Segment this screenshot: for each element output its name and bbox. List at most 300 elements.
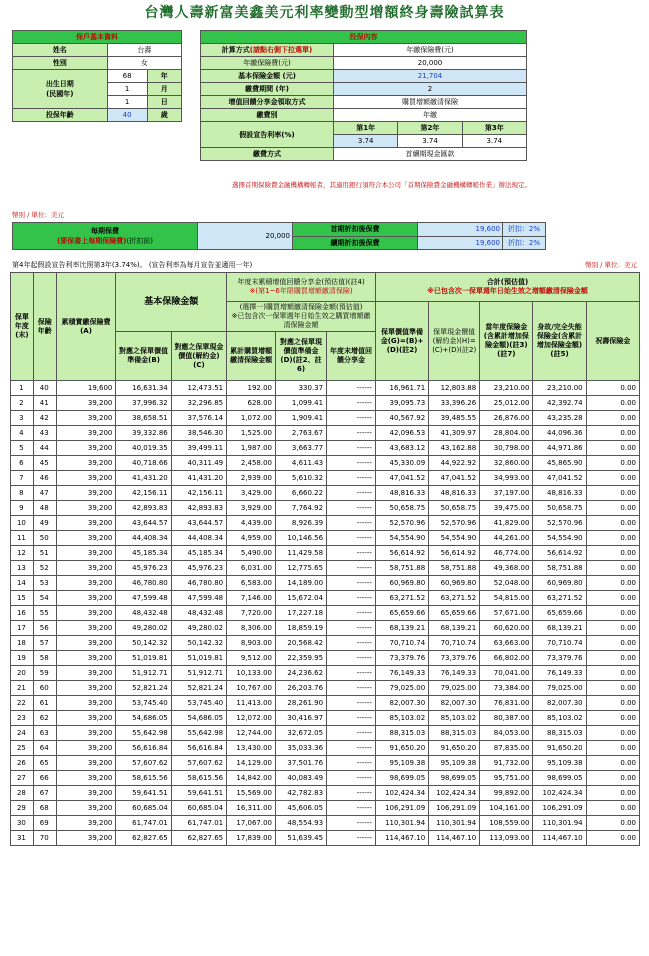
cell-maturity-k: 0.00 [586,651,639,666]
table-row [11,411,640,426]
premium-label: 每期保費 [91,227,119,235]
cell-bonus-amount-d: 10,133.00 [227,666,276,681]
cell-bonus-year-end-f: ------ [327,591,376,606]
cell-cash-value-c: 39,499.11 [171,441,226,456]
birth-day-unit: 日 [147,96,181,109]
cell-death-benefit-j: 23,210.00 [533,381,586,396]
table-row [11,606,640,621]
plan-info-table [200,30,527,161]
table-row [11,696,640,711]
cell-bonus-amount-d: 5,490.00 [227,546,276,561]
cell-bonus-year-end-f: ------ [327,666,376,681]
cell-maturity-k: 0.00 [586,696,639,711]
col-policy-year: 保單年度(末) [11,273,34,381]
cell-bonus-year-end-f: ------ [327,381,376,396]
cell-total-reserve-g: 65,659.66 [375,606,428,621]
cell-death-benefit-j: 43,235.28 [533,411,586,426]
cell-total-cash-h: 91,650.20 [429,741,480,756]
cell-policy-year: 27 [11,771,34,786]
cell-cum-premium: 39,200 [56,636,116,651]
pay-method-label: 繳費方式 [201,148,334,161]
bank-note: 選擇首期保險費金融機構轉帳者，其適用銀行須符合本公司「首期保險費金融機構轉帳作業」辦法規定。 [232,181,531,189]
cell-cum-premium: 39,200 [56,801,116,816]
cell-age: 68 [33,801,56,816]
cell-age: 66 [33,771,56,786]
gender-field[interactable]: 女 [107,57,181,70]
cell-annual-benefit-i: 25,012.00 [480,396,533,411]
renew-premium-discount: 折扣：2% [503,236,546,250]
cell-reserve-b: 61,747.01 [116,816,171,831]
cell-maturity-k: 0.00 [586,801,639,816]
cell-total-reserve-g: 52,570.96 [375,516,428,531]
cell-bonus-year-end-f: ------ [327,576,376,591]
cell-cash-value-c: 32,296.85 [171,396,226,411]
cell-reserve-b: 16,631.34 [116,381,171,396]
cell-bonus-year-end-f: ------ [327,831,376,846]
cell-bonus-reserve-e: 11,429.58 [276,546,327,561]
cell-total-reserve-g: 39,095.73 [375,396,428,411]
cell-total-cash-h: 60,969.80 [429,576,480,591]
cell-annual-benefit-i: 63,663.00 [480,636,533,651]
cell-bonus-amount-d: 17,067.00 [227,816,276,831]
cell-maturity-k: 0.00 [586,741,639,756]
cell-reserve-b: 40,019.35 [116,441,171,456]
cell-bonus-amount-d: 3,429.00 [227,486,276,501]
cell-bonus-amount-d: 1,072.00 [227,411,276,426]
cell-age: 56 [33,621,56,636]
cell-cash-value-c: 47,599.48 [171,591,226,606]
cell-total-reserve-g: 63,271.52 [375,591,428,606]
cell-annual-benefit-i: 73,384.00 [480,681,533,696]
cell-cum-premium: 39,200 [56,546,116,561]
cell-bonus-reserve-e: 32,672.05 [276,726,327,741]
cell-maturity-k: 0.00 [586,531,639,546]
cell-cash-value-c: 50,142.32 [171,636,226,651]
cell-reserve-b: 55,642.98 [116,726,171,741]
cell-total-reserve-g: 91,650.20 [375,741,428,756]
cell-bonus-amount-d: 4,959.00 [227,531,276,546]
cell-cash-value-c: 62,827.65 [171,831,226,846]
cell-maturity-k: 0.00 [586,831,639,846]
cell-bonus-amount-d: 8,903.00 [227,636,276,651]
total-group-note: ※已包含次一保單週年日始生效之增額繳清保險金額 [427,287,588,295]
cell-annual-benefit-i: 26,876.00 [480,411,533,426]
cell-annual-benefit-i: 49,368.00 [480,561,533,576]
premium-value: 20,000 [198,223,293,250]
cell-total-cash-h: 50,658.75 [429,501,480,516]
cell-cum-premium: 39,200 [56,456,116,471]
cell-cum-premium: 39,200 [56,471,116,486]
renew-premium-label: 續期折扣後保費 [293,236,418,250]
cell-total-cash-h: 85,103.02 [429,711,480,726]
cell-total-reserve-g: 40,567.92 [375,411,428,426]
table-row [11,786,640,801]
cell-bonus-reserve-e: 6,660.22 [276,486,327,501]
table-row [11,771,640,786]
renew-premium-value: 19,600 [418,236,503,250]
cell-annual-benefit-i: 23,210.00 [480,381,533,396]
cell-death-benefit-j: 63,271.52 [533,591,586,606]
cell-cash-value-c: 37,576.14 [171,411,226,426]
cell-total-reserve-g: 43,683.12 [375,441,428,456]
cell-reserve-b: 50,142.32 [116,636,171,651]
cell-policy-year: 31 [11,831,34,846]
birth-day-field[interactable]: 1 [107,96,147,109]
cell-bonus-reserve-e: 30,416.97 [276,711,327,726]
cell-age: 51 [33,546,56,561]
cell-total-cash-h: 33,396.26 [429,396,480,411]
cell-death-benefit-j: 50,658.75 [533,501,586,516]
cell-bonus-amount-d: 7,720.00 [227,606,276,621]
col-total-i: 當年度保險金(含累計增加保險金額)(註3)(註7) [480,302,533,381]
cell-bonus-year-end-f: ------ [327,411,376,426]
cell-cash-value-c: 53,745.40 [171,696,226,711]
col-bonus-group [227,273,376,302]
illustration-body [11,381,640,846]
cell-cash-value-c: 59,641.51 [171,786,226,801]
cell-policy-year: 1 [11,381,34,396]
cell-cum-premium: 39,200 [56,426,116,441]
cell-bonus-reserve-e: 12,775.65 [276,561,327,576]
cell-total-reserve-g: 98,699.05 [375,771,428,786]
cell-total-reserve-g: 45,330.09 [375,456,428,471]
table-row [11,486,640,501]
cell-bonus-reserve-e: 48,554.93 [276,816,327,831]
currency-note-2: 幣別 / 單位：美元 [585,261,637,269]
cell-total-cash-h: 48,816.33 [429,486,480,501]
cell-reserve-b: 44,408.34 [116,531,171,546]
cell-bonus-reserve-e: 18,859.19 [276,621,327,636]
cell-maturity-k: 0.00 [586,621,639,636]
cell-policy-year: 9 [11,501,34,516]
cell-policy-year: 10 [11,516,34,531]
cell-maturity-k: 0.00 [586,816,639,831]
cell-annual-benefit-i: 104,161.00 [480,801,533,816]
cell-annual-benefit-i: 57,671.00 [480,606,533,621]
table-row [11,681,640,696]
cell-policy-year: 21 [11,681,34,696]
cell-bonus-amount-d: 13,430.00 [227,741,276,756]
cell-bonus-amount-d: 14,842.00 [227,771,276,786]
cell-age: 67 [33,786,56,801]
cell-bonus-year-end-f: ------ [327,531,376,546]
cell-bonus-year-end-f: ------ [327,651,376,666]
cell-cum-premium: 19,600 [56,381,116,396]
total-group-title: 合計(預估值) [486,278,529,286]
rate-year2-field[interactable]: 3.74 [398,135,462,148]
cell-death-benefit-j: 91,650.20 [533,741,586,756]
table-row [11,441,640,456]
rate-year1-label: 第1年 [334,122,398,135]
table-row [11,621,640,636]
col-bonus-sub [227,302,376,332]
cell-annual-benefit-i: 99,892.00 [480,786,533,801]
cell-reserve-b: 46,780.80 [116,576,171,591]
cell-age: 59 [33,666,56,681]
cell-annual-benefit-i: 91,732.00 [480,756,533,771]
cell-age: 55 [33,606,56,621]
cell-cum-premium: 39,200 [56,396,116,411]
cell-age: 53 [33,576,56,591]
cell-death-benefit-j: 47,041.52 [533,471,586,486]
cell-bonus-reserve-e: 330.37 [276,381,327,396]
cell-bonus-amount-d: 11,413.00 [227,696,276,711]
cell-cash-value-c: 40,311.49 [171,456,226,471]
cell-cum-premium: 39,200 [56,486,116,501]
cell-reserve-b: 43,644.57 [116,516,171,531]
cell-bonus-amount-d: 4,439.00 [227,516,276,531]
bonus-group-title: 年度末累積增值回饋分享金(預估值)(註4) [237,278,365,286]
cell-age: 45 [33,456,56,471]
cell-death-benefit-j: 68,139.21 [533,621,586,636]
cell-bonus-year-end-f: ------ [327,711,376,726]
cell-total-cash-h: 106,291.09 [429,801,480,816]
cell-maturity-k: 0.00 [586,666,639,681]
cell-maturity-k: 0.00 [586,771,639,786]
calc-method-select[interactable]: 年繳保險費(元) [334,44,527,57]
cell-bonus-year-end-f: ------ [327,486,376,501]
rate-year1-field[interactable]: 3.74 [334,135,398,148]
cell-total-reserve-g: 110,301.94 [375,816,428,831]
cell-bonus-reserve-e: 42,782.83 [276,786,327,801]
cell-total-cash-h: 79,025.00 [429,681,480,696]
first-premium-label: 首期折扣後保費 [293,223,418,237]
base-amount-label: 基本保險金額 (元) [201,70,334,83]
cell-policy-year: 19 [11,651,34,666]
annual-prem-field[interactable]: 20,000 [334,57,527,70]
cell-bonus-reserve-e: 8,926.39 [276,516,327,531]
gender-label: 性別 [13,57,108,70]
first-premium-value: 19,600 [418,223,503,237]
cell-cash-value-c: 52,821.24 [171,681,226,696]
cell-annual-benefit-i: 28,804.00 [480,426,533,441]
birth-month-unit: 月 [147,83,181,96]
table-row [11,546,640,561]
cell-bonus-amount-d: 628.00 [227,396,276,411]
cell-reserve-b: 37,996.32 [116,396,171,411]
table-row [11,531,640,546]
bonus-sub-note: ※已包含次一保單週年日始生效之購買增額繳清保險金額 [231,312,371,329]
cell-cash-value-c: 42,893.83 [171,501,226,516]
first-premium-discount: 折扣：2% [503,223,546,237]
cell-age: 60 [33,681,56,696]
cell-age: 41 [33,396,56,411]
cell-cum-premium: 39,200 [56,591,116,606]
cell-bonus-year-end-f: ------ [327,681,376,696]
cell-cash-value-c: 48,432.48 [171,606,226,621]
cell-total-reserve-g: 16,961.71 [375,381,428,396]
cell-death-benefit-j: 54,554.90 [533,531,586,546]
cell-annual-benefit-i: 87,835.00 [480,741,533,756]
cell-total-reserve-g: 68,139.21 [375,621,428,636]
cell-annual-benefit-i: 113,093.00 [480,831,533,846]
cell-bonus-year-end-f: ------ [327,471,376,486]
cell-bonus-year-end-f: ------ [327,771,376,786]
birth-year-field[interactable]: 68 [107,70,147,83]
cell-bonus-amount-d: 6,583.00 [227,576,276,591]
cell-total-cash-h: 114,467.10 [429,831,480,846]
cell-bonus-year-end-f: ------ [327,516,376,531]
cell-cum-premium: 39,200 [56,441,116,456]
cell-age: 44 [33,441,56,456]
cell-bonus-amount-d: 16,311.00 [227,801,276,816]
cell-bonus-year-end-f: ------ [327,396,376,411]
name-field[interactable]: 台壽 [107,44,181,57]
calc-label [201,44,334,57]
cell-death-benefit-j: 56,614.92 [533,546,586,561]
table-row [11,651,640,666]
cell-total-cash-h: 12,803.88 [429,381,480,396]
cell-total-reserve-g: 114,467.10 [375,831,428,846]
col-cum-premium: 累積實繳保險費(A) [56,273,116,381]
cell-bonus-reserve-e: 20,568.42 [276,636,327,651]
cell-age: 40 [33,381,56,396]
table-row [11,816,640,831]
cell-bonus-reserve-e: 51,639.45 [276,831,327,846]
cell-annual-benefit-i: 41,829.00 [480,516,533,531]
cell-reserve-b: 41,431.20 [116,471,171,486]
page-title: 台灣人壽新富美鑫美元利率變動型增額終身壽險試算表 [144,5,505,21]
col-age: 保險年齡 [33,273,56,381]
cell-death-benefit-j: 65,659.66 [533,606,586,621]
cell-bonus-reserve-e: 28,261.90 [276,696,327,711]
cell-reserve-b: 42,893.83 [116,501,171,516]
cell-annual-benefit-i: 52,048.00 [480,576,533,591]
cell-cash-value-c: 45,976.23 [171,561,226,576]
col-bonus-e: 對應之保單現價值準備金(D)(註2、註6) [276,332,327,381]
table-row [11,471,640,486]
cell-death-benefit-j: 45,865.90 [533,456,586,471]
rate-year3-label: 第3年 [462,122,526,135]
cell-cum-premium: 39,200 [56,561,116,576]
calc-label-text: 計算方式 [221,46,250,54]
cell-total-reserve-g: 85,103.02 [375,711,428,726]
cell-annual-benefit-i: 32,860.00 [480,456,533,471]
pay-period-select[interactable]: 2 [334,83,527,96]
cell-maturity-k: 0.00 [586,756,639,771]
annual-prem-label: 年繳保險費(元) [201,57,334,70]
cell-age: 58 [33,651,56,666]
cell-total-reserve-g: 70,710.74 [375,636,428,651]
cell-bonus-reserve-e: 17,227.18 [276,606,327,621]
cell-cash-value-c: 55,642.98 [171,726,226,741]
cell-maturity-k: 0.00 [586,411,639,426]
col-basic-c: 對應之保單現金價值(解約金)(C) [171,332,226,381]
cell-age: 50 [33,531,56,546]
cell-total-reserve-g: 50,658.75 [375,501,428,516]
cell-cum-premium: 39,200 [56,606,116,621]
cell-total-cash-h: 73,379.76 [429,651,480,666]
rate-label: 假設宣告利率(%) [201,122,334,148]
cell-bonus-year-end-f: ------ [327,426,376,441]
cell-reserve-b: 60,685.04 [116,801,171,816]
cell-maturity-k: 0.00 [586,381,639,396]
cell-bonus-year-end-f: ------ [327,546,376,561]
cell-reserve-b: 53,745.40 [116,696,171,711]
cell-bonus-reserve-e: 1,909.41 [276,411,327,426]
cell-annual-benefit-i: 70,041.00 [480,666,533,681]
cell-policy-year: 4 [11,426,34,441]
cell-age: 47 [33,486,56,501]
premium-label-before-discount: (折扣前) [126,237,153,245]
cell-maturity-k: 0.00 [586,441,639,456]
pay-method-select[interactable]: 首續期現金匯款 [334,148,527,161]
table-row [11,576,640,591]
cell-cash-value-c: 51,912.71 [171,666,226,681]
cell-cum-premium: 39,200 [56,531,116,546]
rate-year3-field[interactable]: 3.74 [462,135,526,148]
cell-death-benefit-j: 106,291.09 [533,801,586,816]
cell-maturity-k: 0.00 [586,786,639,801]
cell-death-benefit-j: 73,379.76 [533,651,586,666]
cell-reserve-b: 45,976.23 [116,561,171,576]
cell-bonus-year-end-f: ------ [327,636,376,651]
table-row [11,831,640,846]
col-basic-amount: 基本保險金額 [116,273,227,332]
cell-age: 64 [33,741,56,756]
birth-year-unit: 年 [147,70,181,83]
table-row [11,456,640,471]
cell-total-cash-h: 70,710.74 [429,636,480,651]
cell-total-reserve-g: 58,751.88 [375,561,428,576]
cell-reserve-b: 48,432.48 [116,606,171,621]
cell-total-reserve-g: 60,969.80 [375,576,428,591]
cell-reserve-b: 40,718.66 [116,456,171,471]
cell-bonus-reserve-e: 4,611.43 [276,456,327,471]
rate-year2-label: 第2年 [398,122,462,135]
cell-death-benefit-j: 114,467.10 [533,831,586,846]
cell-total-reserve-g: 47,041.52 [375,471,428,486]
cell-bonus-reserve-e: 35,033.36 [276,741,327,756]
cell-age: 65 [33,756,56,771]
table-row [11,591,640,606]
age-unit: 歲 [147,109,181,122]
cell-total-cash-h: 58,751.88 [429,561,480,576]
cell-maturity-k: 0.00 [586,471,639,486]
cell-age: 52 [33,561,56,576]
table-row [11,726,640,741]
cell-policy-year: 28 [11,786,34,801]
birth-month-field[interactable]: 1 [107,83,147,96]
cell-bonus-year-end-f: ------ [327,501,376,516]
bonus-method-select[interactable]: 購買增額繳清保險 [334,96,527,109]
cell-death-benefit-j: 102,424.34 [533,786,586,801]
cell-total-cash-h: 95,109.38 [429,756,480,771]
cell-cum-premium: 39,200 [56,741,116,756]
cell-maturity-k: 0.00 [586,711,639,726]
cell-bonus-amount-d: 7,146.00 [227,591,276,606]
cell-policy-year: 12 [11,546,34,561]
cell-policy-year: 8 [11,486,34,501]
cell-reserve-b: 38,658.51 [116,411,171,426]
cell-bonus-amount-d: 12,744.00 [227,726,276,741]
cell-bonus-amount-d: 14,129.00 [227,756,276,771]
rate-note: 第4年起假設宣告利率比照第3年(3.74%)。 (宣告利率為每月宣告並適用一年) [12,261,253,269]
cell-bonus-reserve-e: 26,203.76 [276,681,327,696]
cell-total-cash-h: 39,485.55 [429,411,480,426]
cell-bonus-year-end-f: ------ [327,621,376,636]
cell-annual-benefit-i: 39,475.00 [480,501,533,516]
cell-reserve-b: 59,641.51 [116,786,171,801]
cell-maturity-k: 0.00 [586,486,639,501]
cell-policy-year: 6 [11,456,34,471]
cell-cum-premium: 39,200 [56,831,116,846]
pay-mode-select[interactable]: 年繳 [334,109,527,122]
cell-death-benefit-j: 70,710.74 [533,636,586,651]
cell-age: 70 [33,831,56,846]
cell-maturity-k: 0.00 [586,561,639,576]
cell-death-benefit-j: 79,025.00 [533,681,586,696]
